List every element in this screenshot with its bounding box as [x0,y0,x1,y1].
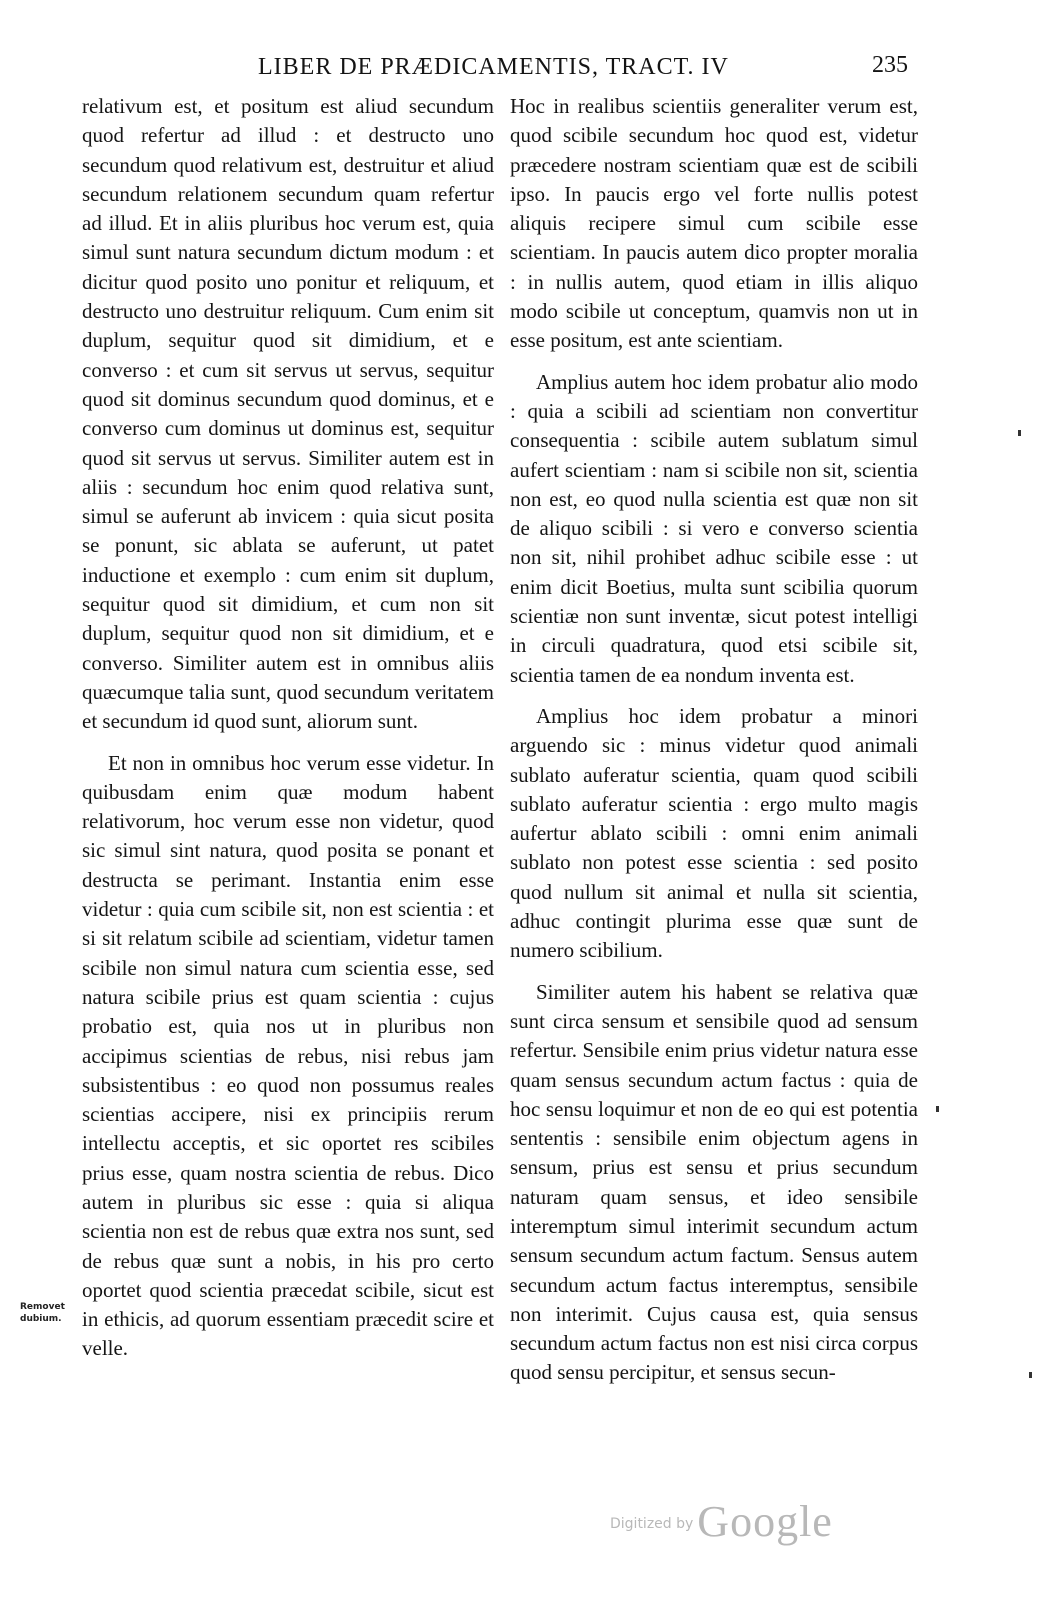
running-title: LIBER DE PRÆDICAMENTIS, TRACT. IV [258,54,729,80]
margin-note [20,1301,78,1325]
right-column [510,92,918,1400]
paragraph: Similiter autem his habent se relativa quæ sunt circa sensum et sensibile quod ad sensum refertur. Sensibile enim prius videtur natura esse quam sensus secundum actum factus : quia de hoc sensu loquimur et non de eo qui est potentia sententis : sensibile enim objectum agens in sensum, prius est sensu et prius secundum naturam quam sensus, et ideo sensibile interemptum simul interimit secundum actum sensum secundum actum factum. Sensus autem secundum actum factus interemptus, sensibile non interimit. Cujus causa est, quia sensus secundum actum factus non est nisi circa corpus quod sensu percipitur, et sensus secun- [510,979,918,1385]
ink-speck [1029,1372,1032,1378]
ink-speck [1018,430,1021,436]
paragraph: Hoc in realibus scientiis generaliter verum est, quod scibile secundum hoc quod est, videtur præcedere nostram scientiam quæ est de scibili ipso. In paucis ergo vel forte nullis potest aliquis recipere simul cum scibile esse scientiam. In paucis autem dico propter moralia : in nullis autem, quod etiam in illis aliquo modo scibile ut conceptum, quamvis non ut in esse positum, est ante scientiam. [510,94,918,353]
page-number: 235 [872,52,908,78]
paragraph: relativum est, et positum est aliud secundum quod refertur ad illud : et destructo uno secundum quod relativum est, destruitur et aliud secundum relationem secundum quam refertur ad illud. Et in aliis pluribus hoc verum est, quia simul sunt natura secundum dictum modum : et dicitur quod posito uno ponitur et reliquum, et destructo uno destruitur reliquum. Cum enim sit duplum, sequitur quod sit dimidium, et e converso : et cum sit servus ut servus, sequitur quod sit dominus secundum quod dominus, et e converso cum dominus ut dominus est, sequitur quod sit servus ut servus. Similiter autem est in aliis : secundum hoc enim quod relativa sunt, simul se auferunt ab invicem : quia sicut posita se ponunt, sic ablata se auferunt, ut patet inductione et exemplo : cum enim sit duplum, sequitur quod sit dimidium, et cum non sit duplum, sequitur quod non sit dimidium, et e converso. Similiter autem est in omnibus aliis quæcumque talia sunt, quod secundum veritatem et secundum id quod sunt, aliorum sunt. [82,94,494,734]
google-logo: Google [697,1497,833,1546]
left-column [82,92,494,1376]
margin-note-line: Removet [20,1302,65,1312]
paragraph: Et non in omnibus hoc verum esse videtur. In quibusdam enim quæ modum habent relativorum, hoc verum esse non videtur, quod sic simul sint natura, quod posita se ponant et destructa se perimant. Instantia enim esse videtur : quia cum scibile sit, non est scientia : et si sit relatum scibile ad scientiam, videtur tamen scibile non simul natura cum scientia esse, sed natura scibile prius est quam scientia : cujus probatio est, quia nos ut in pluribus non accipimus scientias de rebus, nisi rebus jam subsistentibus : eo quod non possumus reales scientias accipere, nisi ex principiis rerum intellectu acceptis, et sic oportet res scibiles prius esse, quam nostra scientia de rebus. Dico autem in pluribus sic esse : quia si aliqua scientia non est de rebus quæ extra nos sunt, sed de rebus quæ sunt a nobis, in his pro certo oportet quod scientia præcedat scibile, sicut est in ethicis, ad quorum essentiam præcedit scire et velle. [82,750,494,1361]
ink-speck [936,1106,939,1112]
paragraph: Amplius autem hoc idem probatur alio modo : quia a scibili ad scientiam non convertitur consequentia : scibile autem sublatum simul aufert scientiam : nam si scibile non sit, scientia non est, eo quod nulla scientia est quæ non sit de aliquo scibili : si vero e converso scientia non sit, nihil prohibet adhuc scibile esse : ut enim dicit Boetius, multa sunt scibilia quorum scientiæ non sunt inventæ, sicut potest intelligi in circuli quadratura, quod etsi scibile sit, scientia tamen de ea nondum inventa est. [510,369,918,687]
digitized-label: Digitized by [610,1516,694,1532]
margin-note-line: dubium. [20,1314,62,1324]
digitized-watermark [610,1496,833,1547]
paragraph: Amplius hoc idem probatur a minori arguendo sic : minus videtur quod animali sublato auferatur scientia, quam quod scibili sublato auferatur scientia : ergo multo magis aufertur ablato scibili : omni enim animali sublato non potest esse scientia : sed posito quod nullum sit animal et nulla sit scientia, adhuc contingit plurima esse quæ sunt de numero scibilium. [510,703,918,963]
